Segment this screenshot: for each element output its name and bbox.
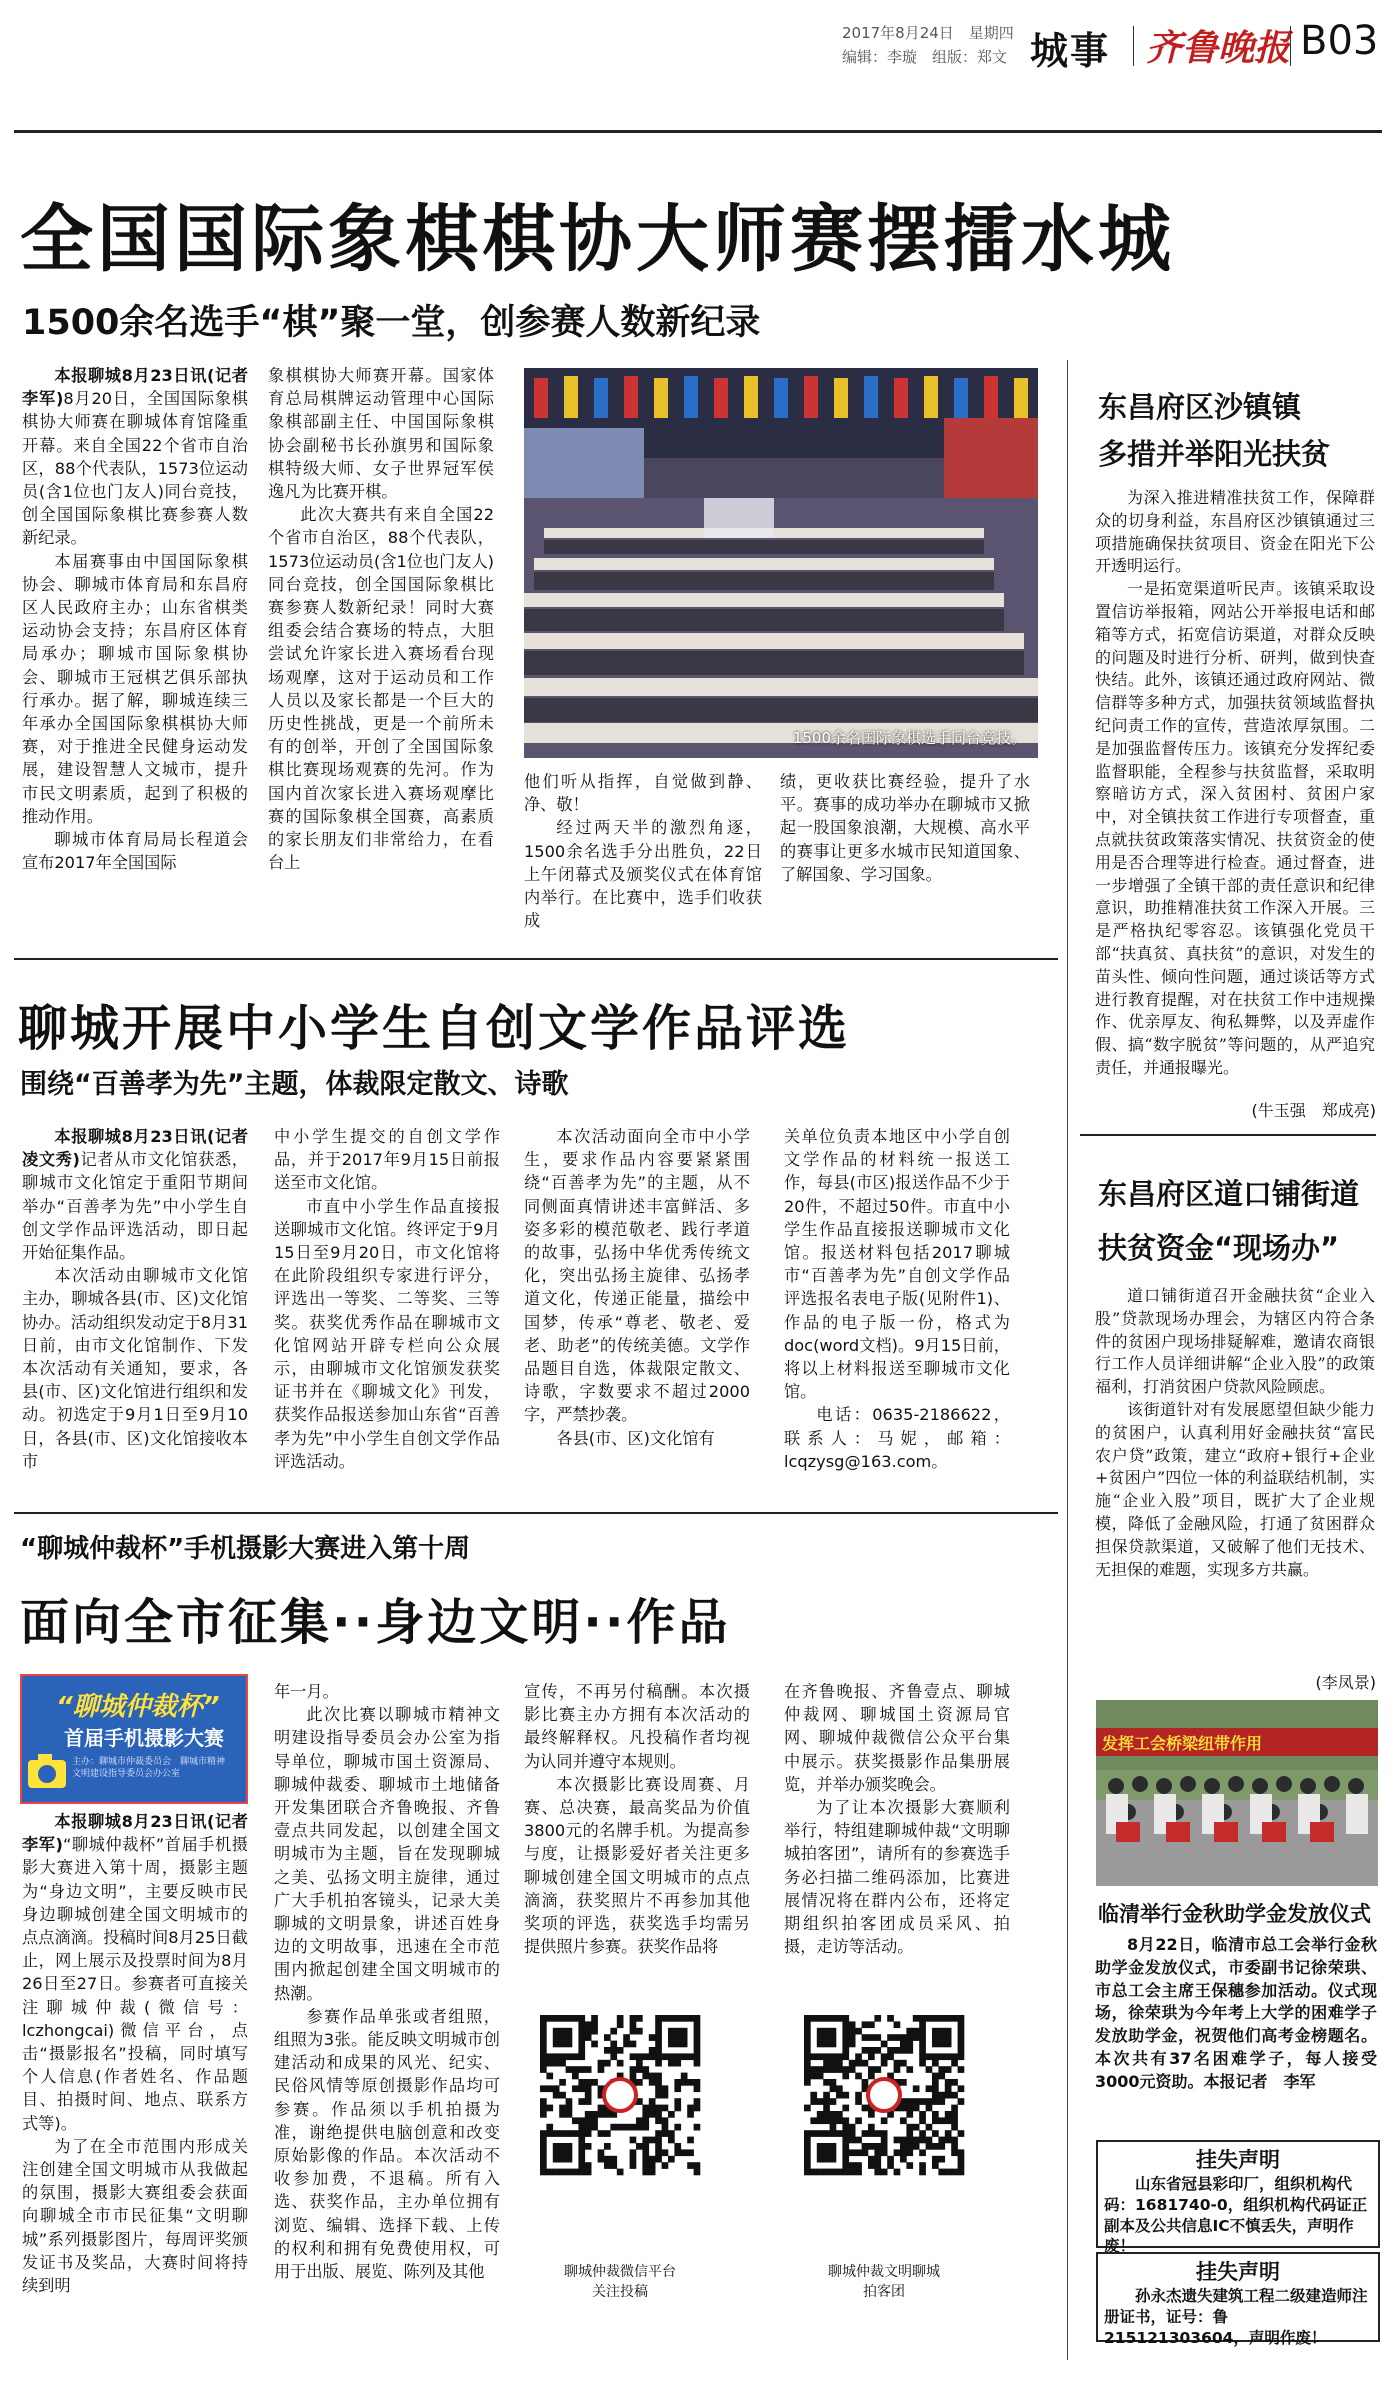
article3-col1: 本报聊城8月23日讯(记者 李军)“聊城仲裁杯”首届手机摄影大赛进入第十周，摄影主题为“身边文明”，主要反映市民身边聊城创建全国文明城市的点点滴滴。投稿时间8月25日截止，网上展示及投票时间为8月26日至27日。参赛者可直接关注聊城仲裁(微信号：lczhongcai)微信平台，点击“摄影报名”投稿，同时填写个人信息(作者姓名、作品题目、拍摄时间、地点、联系方式等)。 为了在全市范围内形成关注创建全国文明城市从我做起的氛围，摄影大赛组委会获面向聊城全市市民征集“文明聊城”系列摄影图片，每周评奖颁发证书及奖品，大赛时间将持续到明	[22, 1812, 265, 2296]
sidebar-story2-headline1: 东昌府区道口铺街道	[1098, 1177, 1360, 1211]
banner-title: “聊城仲裁杯”	[56, 1692, 220, 1722]
notice2-title: 挂失声明	[1196, 2260, 1280, 2284]
banner-small-text: 主办：聊城市仲裁委员会 聊城市精神文明建设指导委员会办公室	[72, 1757, 226, 1779]
paper-logo: 齐鲁晚报	[1146, 27, 1291, 69]
contest-banner	[20, 1674, 248, 1804]
sidebar-story1-headline1: 东昌府区沙镇镇	[1098, 390, 1302, 424]
qr1-caption: 聊城仲裁微信平台 关注投稿	[564, 2264, 676, 2300]
article1-rule	[14, 958, 1058, 960]
article2-headline: 聊城开展中小学生自创文学作品评选	[18, 1000, 851, 1057]
photo-caption: 1500余名国际象棋选手同台竞技。	[792, 729, 1026, 747]
notice1-box	[1096, 2140, 1380, 2256]
page-number: B03	[1300, 18, 1379, 64]
article2-rule	[14, 1512, 1058, 1514]
header-rule	[14, 130, 1382, 133]
qr-code-icon	[540, 2015, 700, 2175]
article2-col4: 关单位负责本地区中小学自创文学作品的材料统一报送工作，每县(市区)报送作品不少于20件，不超过50件。市直中小学生作品直接报送聊城市文化馆。报送材料包括2017聊城市“百善孝为先”自创文学作品评选报名表电子版(见附件1)、作品的电子版一份，格式为doc(word文档)。9月15日前，将以上材料报送至聊城市文化馆。 电话：0635-2186622，联系人：马妮，邮箱：lcqzysg@163.com。	[784, 1127, 1010, 1471]
article1-lead: 本报聊城8月23日讯(记者 李军)	[22, 366, 265, 409]
sidebar-story1-body: 为深入推进精准扶贫工作，保障群众的切身利益，东昌府区沙镇镇通过三项措施确保扶贫项目、资金在阳光下公开透明运行。 一是拓宽渠道听民声。该镇采取设置信访举报箱，网站公开举报电话和邮箱等方式，拓宽信访渠道，对群众反映的问题及时进行分析、研判，做到快查快结。此外，该镇还通过政府网站、微信群等多种方式，加强扶贫领域监督执纪问责工作的宣传，营造浓厚氛围。二是加强监督传压力。该镇充分发挥纪委监督职能，全程参与扶贫监督，采取明察暗访方式，深入贫困村、贫困户家中，对全镇扶贫工作进行专项督查，重点就扶贫政策落实情况、扶贫资金的使用是否合理等进行检查。通过督查，进一步增强了全镇干部的责任意识和纪律意识，助推精准扶贫工作深入开展。三是严格执纪零容忍。该镇强化党员干部“扶真贫、真扶贫”的意识，对发生的苗头性、倾向性问题，通过谈话等方式进行教育提醒，对在扶贫工作中违规操作、优亲厚友、徇私舞弊，以及弄虚作假、搞“数字脱贫”等问题的，从严追究责任，并通报曝光。	[1095, 488, 1375, 1077]
article2-col1: 本报聊城8月23日讯(记者 凌文秀)记者从市文化馆获悉，聊城市文化馆定于重阳节期间举办“百善孝为先”中小学生自创文学作品评选活动，即日起开始征集作品。 本次活动由聊城市文化馆主办，聊城各县(市、区)文化馆协办。活动组织发动定于8月31日前，由市文化馆制作、下发本次活动有关通知，要求，各县(市、区)文化馆进行组织和发动。初选定于9月1日至9月10日，各县(市、区)文化馆接收本市	[22, 1127, 265, 1471]
article2-col2: 中小学生提交的自创文学作品，并于2017年9月15日前报送至市文化馆。 市直中小学生作品直接报送聊城市文化馆。终评定于9月15日至9月20日，市文化馆将在此阶段组织专家进行评分，评选出一等奖、二等奖、三等奖。获奖优秀作品在聊城市文化馆网站开辟专栏向公众展示，由聊城市文化馆颁发获奖证书并在《聊城文化》刊发，获奖作品报送参加山东省“百善孝为先”中小学生自创文学作品评选活动。	[274, 1127, 500, 1471]
group-photo-banner: 发挥工会桥梁纽带作用	[1102, 1734, 1263, 1753]
article3-lead: 本报聊城8月23日讯(记者 李军)	[22, 1812, 265, 1855]
article2-lead: 本报聊城8月23日讯(记者 凌文秀)	[22, 1127, 265, 1170]
group-photo-image	[1096, 1700, 1378, 1886]
article1-col3: 他们听从指挥，自觉做到静、净、敬！ 经过两天半的激烈角逐，1500余名选手分出胜负，22日上午闭幕式及颁奖仪式在体育馆内举行。在比赛中，选手们收获成	[524, 772, 762, 931]
section-name: 城事	[1030, 29, 1111, 73]
article3-col3: 宣传，不再另付稿酬。本次摄影比赛主办方拥有本次活动的最终解释权。凡投稿作者均视为认同并遵守本规则。 本次摄影比赛设周赛、月赛、总决赛，最高奖品为价值3800元的名牌手机。为提高参与度，让摄影爱好者关注更多聊城创建全国文明城市的点点滴滴，获奖照片不再参加其他奖项的评选，获奖选手均需另提供照片参赛。获奖作品将	[524, 1682, 750, 1957]
article2-subhead: 围绕“百善孝为先”主题，体裁限定散文、诗歌	[20, 1069, 569, 1100]
camera-icon	[22, 1746, 72, 1802]
qr-code-wechat[interactable]	[540, 2015, 700, 2175]
article3-headline: 面向全市征集··身边文明··作品	[20, 1594, 731, 1651]
qr-code-paike[interactable]	[804, 2015, 964, 2175]
group-photo	[1096, 1700, 1378, 1886]
sidebar-story2-headline2: 扶贫资金“现场办”	[1098, 1231, 1340, 1265]
editor-line: 编辑：李璇 组版：郑文	[842, 48, 1008, 66]
qr-code-icon	[804, 2015, 964, 2175]
date-line: 2017年8月24日 星期四	[842, 24, 1014, 42]
sidebar-story3-body: 8月22日，临清市总工会举行金秋助学金发放仪式，市委副书记徐荣珙、市总工会主席王保穗参加活动。仪式现场，徐荣珙为今年考上大学的困难学子发放助学金，祝贺他们高考金榜题名。本次共有37名困难学子，每人接受3000元资助。本报记者 李军	[1095, 1935, 1377, 2091]
sidebar-story1-headline2: 多措并举阳光扶贫	[1098, 437, 1331, 471]
sidebar-story2-byline: (李凤景)	[1315, 1673, 1376, 1692]
qr2-caption: 聊城仲裁文明聊城 拍客团	[828, 2264, 940, 2300]
sidebar-story2-body: 道口铺街道召开金融扶贫“企业入股”贷款现场办理会，为辖区内符合条件的贫困户现场排疑解难，邀请农商银行工作人员详细讲解“企业入股”的政策福利，打消贫困户贷款风险顾虑。 该街道针对有发展愿望但缺少能力的贫困户，认真利用好金融扶贫“富民农户贷”政策，建立“政府+银行+企业+贫困户”四位一体的利益联结机制，实施“企业入股”项目，既扩大了企业规模，降低了金融风险，打通了贫困群众担保贷款渠道，又破解了他们无技术、无担保的难题，实现多方共赢。	[1095, 1286, 1375, 1579]
chess-hall-photo	[524, 368, 1038, 758]
article3-col2: 年一月。 此次比赛以聊城市精神文明建设指导委员会办公室为指导单位，聊城市国土资源局、聊城仲裁委、聊城市土地储备开发集团联合齐鲁晚报、齐鲁壹点共同发起，以创建全国文明城市为主题，旨在发现聊城之美、弘扬文明主旋律，通过广大手机拍客镜头，记录大美聊城的文明景象，讲述百姓身边的文明故事，迅速在全市范围内掀起创建全国文明城市的热潮。 参赛作品单张或者组照，组照为3张。能反映文明城市创建活动和成果的风光、纪实、民俗风情等原创摄影作品均可参赛。作品须以手机拍摄为准，谢绝提供电脑创意和改变原始影像的作品。本次活动不收参加费，不退稿。所有入选、获奖作品，主办单位拥有浏览、编辑、选择下载、上传的权利和拥有免费使用权，可用于出版、展览、陈列及其他	[274, 1682, 500, 2282]
sidebar-story1-byline: (牛玉强 郑成亮)	[1251, 1101, 1376, 1120]
notice2-box	[1096, 2252, 1380, 2347]
sidebar-story3-headline: 临清举行金秋助学金发放仪式	[1098, 1902, 1371, 1926]
article3-kicker: “聊城仲裁杯”手机摄影大赛进入第十周	[20, 1534, 471, 1564]
notice1-title: 挂失声明	[1196, 2148, 1280, 2172]
article1-col2: 象棋棋协大师赛开幕。国家体育总局棋牌运动管理中心国际象棋部副主任、中国国际象棋协会副秘书长孙旗男和国际象棋特级大师、女子世界冠军侯逸凡为比赛开棋。 此次大赛共有来自全国22个省市自治区，88个代表队，1573位运动员(含1位也门友人)同台竞技，创全国国际象棋比赛参赛人数新纪录！同时大赛组委会结合赛场的特点，大胆尝试允许家长进入赛场看台现场观摩，这对于运动员和工作人员以及家长都是一个巨大的历史性挑战，更是一个前所未有的创举，开创了全国国际象棋比赛现场观赛的先河。作为国内首次家长进入赛场观摩比赛的国际象棋全国赛，高素质的家长朋友们非常给力，在看台上	[268, 366, 494, 873]
chess-hall-image	[524, 368, 1038, 758]
sidebar-divider	[1067, 360, 1068, 2360]
banner-subtitle: 首届手机摄影大赛	[64, 1726, 224, 1750]
article1-col1: 本报聊城8月23日讯(记者 李军)8月20日，全国国际象棋棋协大师赛在聊城体育馆隆重开幕。来自全国22个省市自治区，88个代表队，1573位运动员(含1位也门友人)同台竞技，创全国国际象棋比赛参赛人数新纪录。 本届赛事由中国国际象棋协会、聊城市体育局和东昌府区人民政府主办；山东省棋类运动协会支持；东昌府区体育局承办；聊城市国际象棋协会、聊城市王冠棋艺俱乐部执行承办。据了解，聊城连续三年承办全国国际象棋棋协大师赛，对于推进全民健身运动发展，建设智慧人文城市，提升市民文明素质，起到了积极的推动作用。 聊城市体育局局长程道会宣布2017年全国国际	[22, 366, 265, 873]
article2-col3: 本次活动面向全市中小学生，要求作品内容要紧紧围绕“百善孝为先”的主题，从不同侧面真情讲述丰富鲜活、多姿多彩的模范敬老、践行孝道的故事，弘扬中华优秀传统文化，突出弘扬主旋律、弘扬孝道文化，传递正能量，描绘中国梦，传承“尊老、敬老、爱老、助老”的传统美德。文学作品题目自选，体裁限定散文、诗歌，字数要求不超过2000字，严禁抄袭。 各县(市、区)文化馆有	[524, 1127, 750, 1448]
article1-subhead: 1500余名选手“棋”聚一堂，创参赛人数新纪录	[22, 303, 761, 343]
article3-col4: 在齐鲁晚报、齐鲁壹点、聊城仲裁网、聊城国土资源局官网、聊城仲裁微信公众平台集中展示。获奖摄影作品集册展览，并举办颁奖晚会。 为了让本次摄影大赛顺利举行，特组建聊城仲裁“文明聊城拍客团”，请所有的参赛选手务必扫描二维码添加，比赛进展情况将在群内公布，还将定期组织拍客团成员采风、拍摄，走访等活动。	[784, 1682, 1010, 1957]
article1-col4: 绩，更收获比赛经验，提升了水平。赛事的成功举办在聊城市又掀起一股国象浪潮，大规模、高水平的赛事让更多水城市民知道国象、了解国象、学习国象。	[780, 772, 1030, 884]
article1-headline: 全国国际象棋棋协大师赛摆擂水城	[20, 197, 1175, 282]
notice2-body: 孙永杰遗失建筑工程二级建造师注册证书，证号：鲁215121303604，声明作废！	[1104, 2287, 1368, 2347]
notice1-body: 山东省冠县彩印厂，组织机构代码：1681740-0，组织机构代码证正副本及公共信息IC不慎丢失，声明作废！	[1104, 2175, 1368, 2256]
